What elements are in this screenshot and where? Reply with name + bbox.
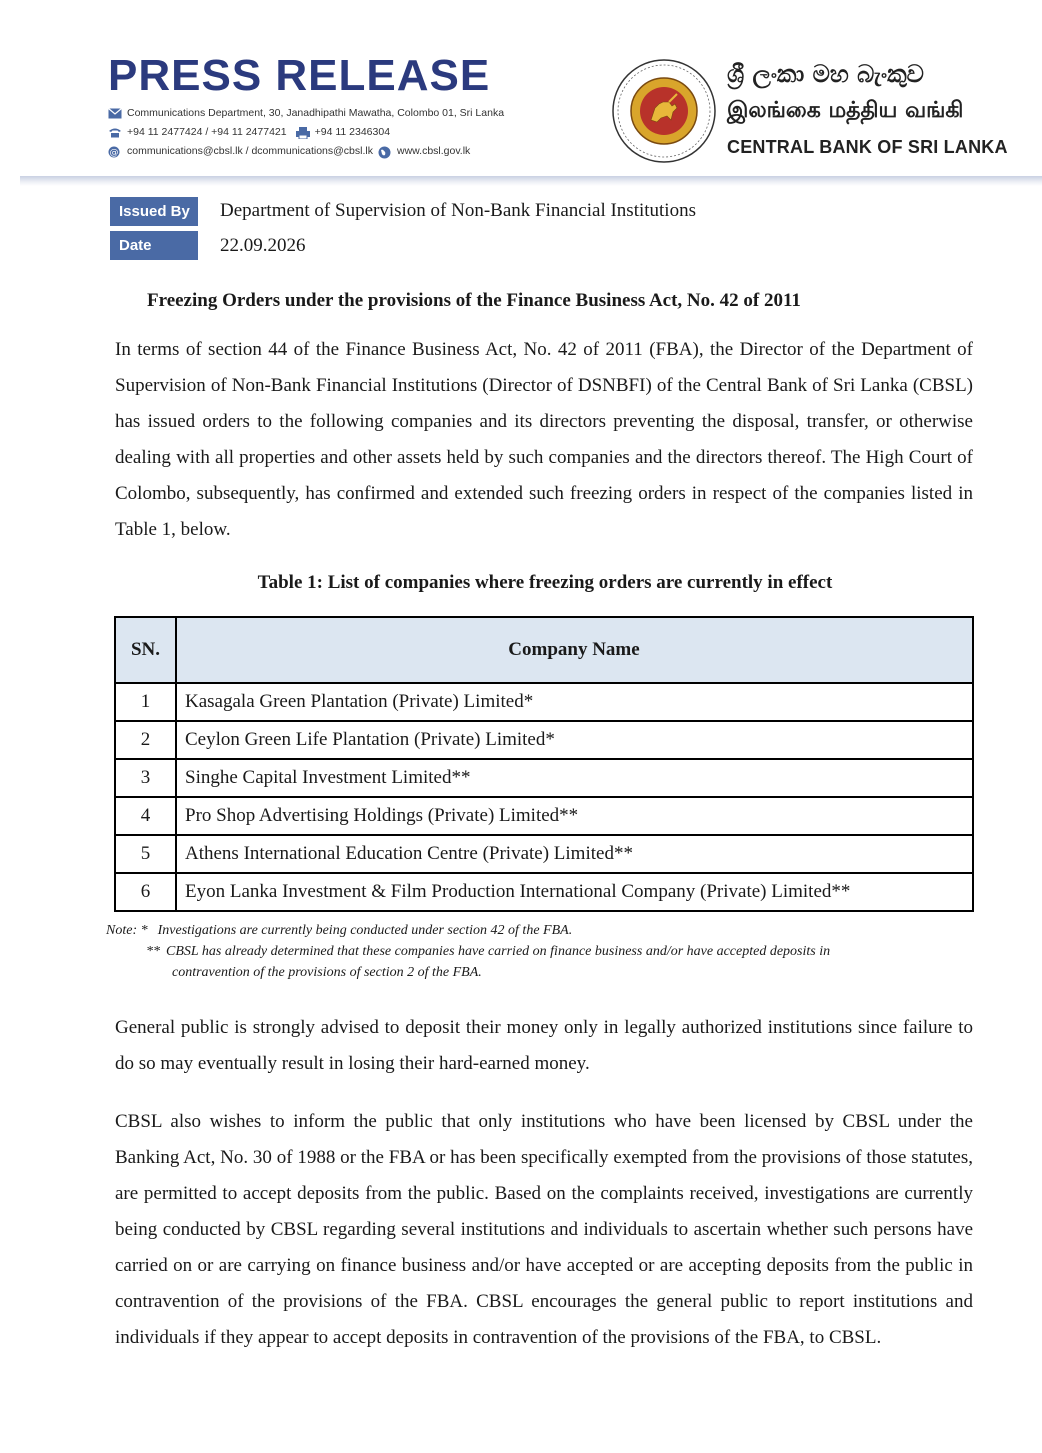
date-label: Date — [110, 231, 198, 260]
row-company-name: Eyon Lanka Investment & Film Production International Company (Private) Limited** — [176, 873, 973, 911]
row-company-name: Kasagala Green Plantation (Private) Limited* — [176, 683, 973, 721]
header-divider — [20, 176, 1042, 186]
table-row — [115, 797, 973, 835]
table-notes — [106, 920, 966, 983]
row-sn: 5 — [115, 835, 176, 873]
row-company-name: Singhe Capital Investment Limited** — [176, 759, 973, 797]
contact-address — [108, 107, 504, 119]
at-icon — [108, 146, 122, 157]
row-sn: 4 — [115, 797, 176, 835]
row-sn: 1 — [115, 683, 176, 721]
phone-icon — [108, 127, 122, 138]
fax-icon — [296, 127, 310, 138]
address-text: Communications Department, 30, Janadhipathi Mawatha, Colombo 01, Sri Lanka — [127, 107, 505, 119]
bank-name-sinhala: ශ්‍රී ලංකා මහ බැංකුව — [727, 60, 924, 88]
header-sn: SN. — [115, 617, 176, 683]
row-company-name: Athens International Education Centre (Private) Limited** — [176, 835, 973, 873]
email-text: communications@cbsl.lk / dcommunications@cbsl.lk — [127, 145, 373, 157]
advice-paragraph: General public is strongly advised to deposit their money only in legally authorized institutions since failure to do so may eventually result in losing their hard-earned money. — [115, 1017, 973, 1074]
note-1-label: Note: * — [106, 923, 148, 938]
table-row — [115, 721, 973, 759]
press-release-header — [0, 0, 1042, 190]
website-link[interactable]: www.cbsl.gov.lk — [396, 145, 471, 157]
date-value: 22.09.2026 — [220, 235, 306, 256]
note-3-text: contravention of the provisions of section 2 of the FBA. — [172, 965, 482, 980]
bank-name-english: CENTRAL BANK OF SRI LANKA — [727, 137, 1008, 157]
table-row — [115, 835, 973, 873]
note-2-text: CBSL has already determined that these companies have carried on finance business and/or have accepted deposits in — [166, 944, 831, 959]
issued-by-value: Department of Supervision of Non-Bank Financial Institutions — [220, 200, 696, 221]
row-company-name: Pro Shop Advertising Holdings (Private) Limited** — [176, 797, 973, 835]
companies-table — [114, 616, 974, 912]
intro-paragraph: In terms of section 44 of the Finance Business Act, No. 42 of 2011 (FBA), the Director of the Department of Supervision of Non-Bank Financial Institutions (Director of DSNBFI) of the Central Bank of Sri Lanka (CBSL) has issued orders to the following companies and its directors preventing the disposal, transfer, or otherwise dealing with all properties and other assets held by such companies and the directors thereof. The High Court of Colombo, subsequently, has confirmed and extended such freezing orders in respect of the companies listed in Table 1, below. — [115, 339, 973, 540]
note-2 — [106, 941, 966, 962]
document-title: Freezing Orders under the provisions of the Finance Business Act, No. 42 of 2011 — [147, 290, 801, 311]
table-row — [115, 759, 973, 797]
issued-by-label: Issued By — [110, 197, 198, 226]
fax-text: +94 11 2346304 — [314, 126, 391, 138]
information-paragraph: CBSL also wishes to inform the public that only institutions who have been licensed by CBSL under the Banking Act, No. 30 of 1988 or the FBA or has been specifically exempted from the provisions of those statutes, are permitted to accept deposits from the public. Based on the complaints received, investigations are currently being conducted by CBSL regarding several institutions and individuals to ascertain whether such persons have carried on or are carrying on finance business and/or have accepted or are accepting deposits from the public in contravention of the provisions of the FBA. CBSL encourages the general public to report institutions and individuals if they appear to accept deposits in contravention of the provisions of the FBA, to CBSL. — [115, 1111, 973, 1348]
note-2-continued — [106, 962, 966, 983]
cbsl-seal-logo — [611, 58, 717, 164]
bank-name-tamil: இலங்கை மத்திய வங்கி — [727, 98, 964, 123]
note-1 — [106, 920, 966, 941]
phone-text: +94 11 2477424 / +94 11 2477421 — [127, 126, 287, 138]
table-row — [115, 683, 973, 721]
row-sn: 3 — [115, 759, 176, 797]
note-2-label: ** — [146, 944, 160, 959]
note-1-text: Investigations are currently being conducted under section 42 of the FBA. — [157, 923, 573, 938]
header-company-name: Company Name — [176, 617, 973, 683]
contact-email — [108, 145, 470, 157]
envelope-icon — [108, 108, 122, 119]
row-sn: 6 — [115, 873, 176, 911]
table-row — [115, 873, 973, 911]
svg-text:@: @ — [109, 147, 119, 158]
contact-phone — [108, 126, 390, 138]
press-release-title: PRESS RELEASE — [108, 51, 491, 100]
table-caption: Table 1: List of companies where freezing orders are currently in effect — [257, 572, 833, 593]
row-company-name: Ceylon Green Life Plantation (Private) Limited* — [176, 721, 973, 759]
row-sn: 2 — [115, 721, 176, 759]
table-header-row — [115, 617, 973, 683]
globe-icon — [378, 146, 392, 157]
